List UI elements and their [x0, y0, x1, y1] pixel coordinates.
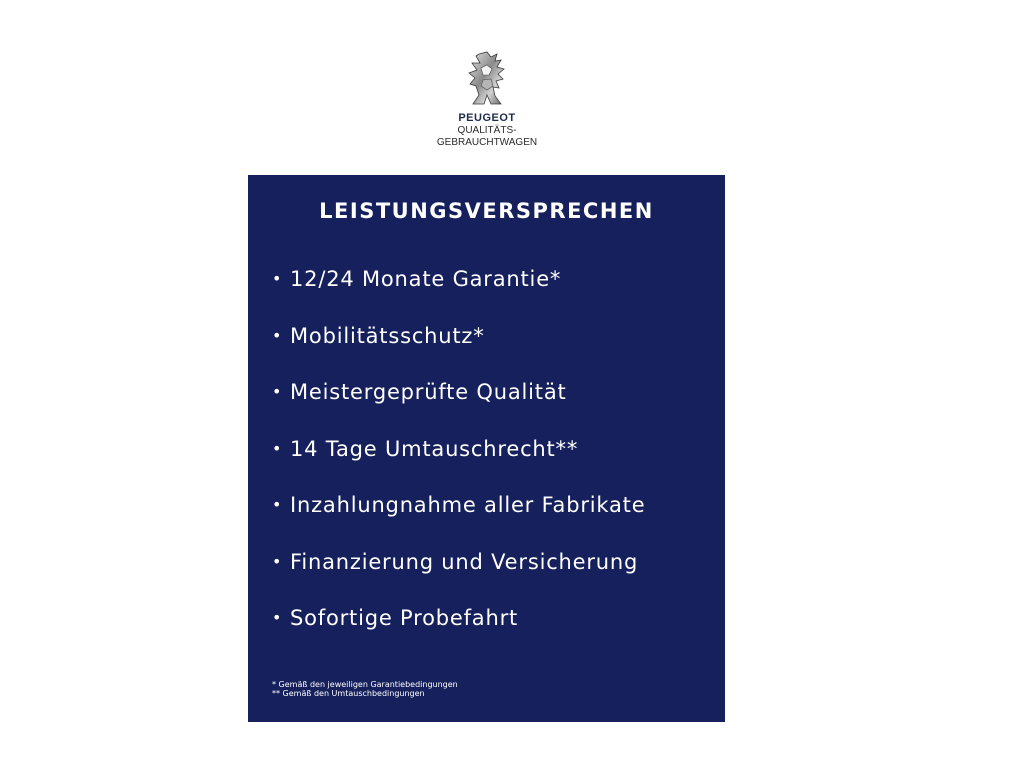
brand-subline-1: QUALITÄTS- — [457, 125, 517, 136]
list-item-text: 12/24 Monate Garantie* — [290, 267, 562, 291]
peugeot-lion-icon — [457, 48, 517, 108]
footnotes — [272, 680, 458, 698]
list-item-text: Finanzierung und Versicherung — [290, 549, 639, 574]
list-item — [272, 376, 645, 433]
promise-panel — [248, 175, 725, 722]
list-item-text: Mobilitätsschutz* — [290, 323, 485, 348]
list-item — [272, 602, 645, 659]
bullet-icon: • — [272, 438, 283, 458]
list-item-text: 14 Tage Umtauschrecht** — [290, 436, 579, 461]
list-item — [272, 546, 645, 603]
bullet-icon: • — [272, 269, 283, 288]
peugeot-logo — [412, 48, 562, 154]
footnote-exchange: ** Gemäß den Umtauschbedingungen — [272, 689, 425, 698]
bullet-icon: • — [272, 608, 283, 627]
bullet-icon: • — [272, 382, 283, 401]
promise-list — [272, 263, 645, 659]
list-item-text: Sofortige Probefahrt — [290, 606, 519, 630]
list-item — [272, 263, 645, 320]
list-item — [272, 320, 645, 377]
list-item-text: Meistergeprüfte Qualität — [290, 380, 567, 404]
bullet-icon: • — [272, 551, 283, 571]
bullet-icon: • — [272, 325, 283, 345]
brand-subline-2: GEBRAUCHTWAGEN — [436, 137, 538, 148]
panel-title: LEISTUNGSVERSPRECHEN — [319, 199, 654, 223]
list-item — [272, 433, 645, 490]
list-item-text: Inzahlungnahme aller Fabrikate — [290, 493, 646, 517]
list-item — [272, 489, 645, 546]
brand-name: PEUGEOT — [458, 112, 516, 124]
bullet-icon: • — [272, 495, 283, 514]
footnote-warranty: * Gemäß den jeweiligen Garantiebedingungen — [272, 680, 458, 689]
